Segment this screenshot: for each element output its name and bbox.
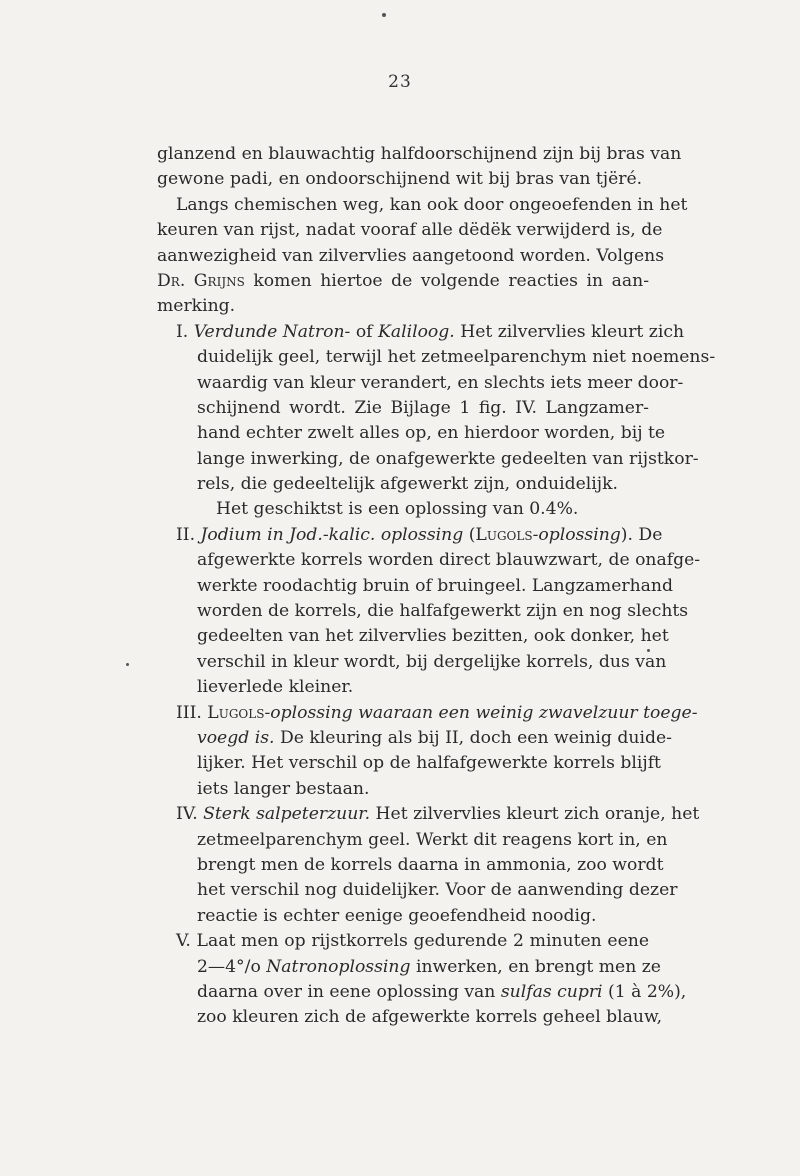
text-segment: brengt men de korrels daarna in ammonia, zoo wordt bbox=[197, 854, 664, 875]
text-line bbox=[157, 980, 687, 1005]
text-line bbox=[157, 294, 649, 319]
text-segment: lange inwerking, de onafgewerkte gedeelten van rijstkor- bbox=[197, 448, 699, 469]
text-segment: komen hiertoe de volgende reacties in aan- bbox=[244, 270, 650, 291]
text-line bbox=[157, 142, 682, 167]
text-segment: V. Laat men op rijstkorrels gedurende 2 minuten eene bbox=[176, 931, 649, 952]
text-segment: gewone padi, en ondoorschijnend wit bij bras van tjëré. bbox=[157, 169, 643, 190]
text-segment: glanzend en blauwachtig halfdoorschijnend zijn bij bras van bbox=[157, 144, 682, 164]
text-segment: waardig van kleur verandert, en slechts iets meer door- bbox=[197, 372, 684, 393]
small-caps-text: Dr. Grijns bbox=[157, 270, 245, 291]
body-text bbox=[157, 142, 716, 1031]
page-number: 23 bbox=[388, 72, 412, 92]
text-line bbox=[157, 751, 661, 776]
text-line bbox=[157, 371, 684, 396]
text-line bbox=[157, 675, 649, 700]
text-line bbox=[157, 802, 700, 827]
italic-text: voegd is. bbox=[197, 727, 275, 748]
text-segment: Het zilvervlies kleurt zich oranje, het bbox=[370, 804, 700, 825]
text-segment: aanwezigheid van zilvervlies aangetoond worden. Volgens bbox=[157, 245, 665, 266]
italic-text: Sterk salpeterzuur. bbox=[203, 804, 371, 825]
text-line bbox=[157, 421, 666, 446]
text-line bbox=[157, 904, 649, 929]
text-segment: duidelijk geel, terwijl het zetmeelparenchym niet noemens- bbox=[197, 347, 716, 368]
text-segment: De kleuring als bij II, doch een weinig duide- bbox=[274, 727, 672, 748]
text-line bbox=[157, 396, 649, 421]
text-line bbox=[157, 955, 661, 980]
text-segment: III. bbox=[176, 702, 208, 723]
text-line bbox=[157, 777, 649, 802]
text-segment: verschil in kleur wordt, bij dergelijke korrels, dus van bbox=[197, 651, 667, 672]
text-line bbox=[157, 447, 699, 472]
text-line bbox=[157, 624, 669, 649]
italic-text: Verdunde Natron- bbox=[193, 321, 351, 342]
text-segment: ). De bbox=[620, 524, 663, 545]
italic-text: sulfas cupri bbox=[500, 981, 603, 1002]
text-line bbox=[157, 320, 685, 345]
text-segment: lieverlede kleiner. bbox=[197, 677, 354, 698]
text-segment: rels, die gedeeltelijk afgewerkt zijn, onduidelijk. bbox=[197, 474, 618, 495]
text-segment: zoo kleuren zich de afgewerkte korrels geheel blauw, bbox=[197, 1007, 663, 1028]
text-line bbox=[157, 244, 665, 269]
small-caps-text: Lugols bbox=[475, 524, 533, 545]
stray-mark-left bbox=[126, 663, 129, 666]
text-line bbox=[157, 599, 689, 624]
text-segment: reactie is echter eenige geoefendheid noodig. bbox=[197, 905, 597, 926]
text-line bbox=[157, 269, 649, 294]
text-segment: IV. bbox=[176, 804, 204, 825]
text-segment: lijker. Het verschil op de halfafgewerkte korrels blijft bbox=[197, 753, 661, 774]
text-segment: keuren van rijst, nadat vooraf alle dëdëk verwijderd is, de bbox=[157, 220, 663, 241]
text-line bbox=[157, 472, 649, 497]
text-segment: 2—4°/o bbox=[197, 956, 267, 977]
text-segment: daarna over in eene oplossing van bbox=[197, 981, 501, 1002]
text-line bbox=[157, 497, 649, 522]
text-segment: werkte roodachtig bruin of bruingeel. Langzamerhand bbox=[197, 575, 674, 596]
text-segment: inwerken, en brengt men ze bbox=[410, 956, 661, 977]
text-line bbox=[157, 929, 649, 954]
text-line bbox=[157, 853, 664, 878]
text-segment: afgewerkte korrels worden direct blauwzwart, de onafge- bbox=[197, 550, 701, 571]
text-line bbox=[157, 650, 667, 675]
text-line bbox=[157, 218, 663, 243]
text-line bbox=[157, 548, 701, 573]
text-segment: iets langer bestaan. bbox=[197, 778, 370, 799]
text-line bbox=[157, 878, 678, 903]
text-segment: worden de korrels, die halfafgewerkt zijn en nog slechts bbox=[197, 601, 689, 622]
text-segment: het verschil nog duidelijker. Voor de aanwending dezer bbox=[197, 880, 678, 901]
text-segment: schijnend wordt. Zie Bijlage 1 fig. IV. Langzamer- bbox=[197, 397, 649, 418]
text-line bbox=[157, 523, 663, 548]
text-segment: gedeelten van het zilvervlies bezitten, ook donker, het bbox=[197, 626, 669, 647]
text-line bbox=[157, 345, 716, 370]
italic-text: -oplossing waaraan een weinig zwavelzuur toege- bbox=[264, 702, 698, 723]
text-line bbox=[157, 193, 688, 218]
text-line bbox=[157, 828, 668, 853]
stray-mark-top bbox=[382, 13, 386, 17]
text-line bbox=[157, 726, 672, 751]
text-segment: Het zilvervlies kleurt zich bbox=[454, 321, 685, 342]
text-segment: zetmeelparenchym geel. Werkt dit reagens kort in, en bbox=[197, 829, 668, 850]
text-segment: hand echter zwelt alles op, en hierdoor worden, bij te bbox=[197, 423, 666, 444]
text-line bbox=[157, 574, 674, 599]
italic-text: Kaliloog. bbox=[378, 321, 455, 342]
text-segment: (1 à 2%), bbox=[602, 981, 687, 1002]
text-line bbox=[157, 701, 698, 726]
text-segment: merking. bbox=[157, 296, 236, 317]
text-segment: of bbox=[350, 321, 378, 342]
text-segment: Langs chemischen weg, kan ook door ongeoefenden in het bbox=[176, 194, 688, 215]
small-caps-text: Lugols bbox=[207, 702, 265, 723]
italic-text: -oplossing bbox=[532, 524, 621, 545]
text-segment: I. bbox=[176, 321, 194, 342]
italic-text: Jodium in Jod.-kalic. oplossing bbox=[200, 524, 464, 545]
text-line bbox=[157, 167, 649, 192]
text-segment: Het geschiktst is een oplossing van 0.4%. bbox=[216, 499, 579, 520]
text-segment: II. bbox=[176, 524, 201, 545]
italic-text: Natronoplossing bbox=[266, 956, 411, 977]
text-line bbox=[157, 1005, 663, 1030]
text-segment: ( bbox=[463, 524, 476, 545]
